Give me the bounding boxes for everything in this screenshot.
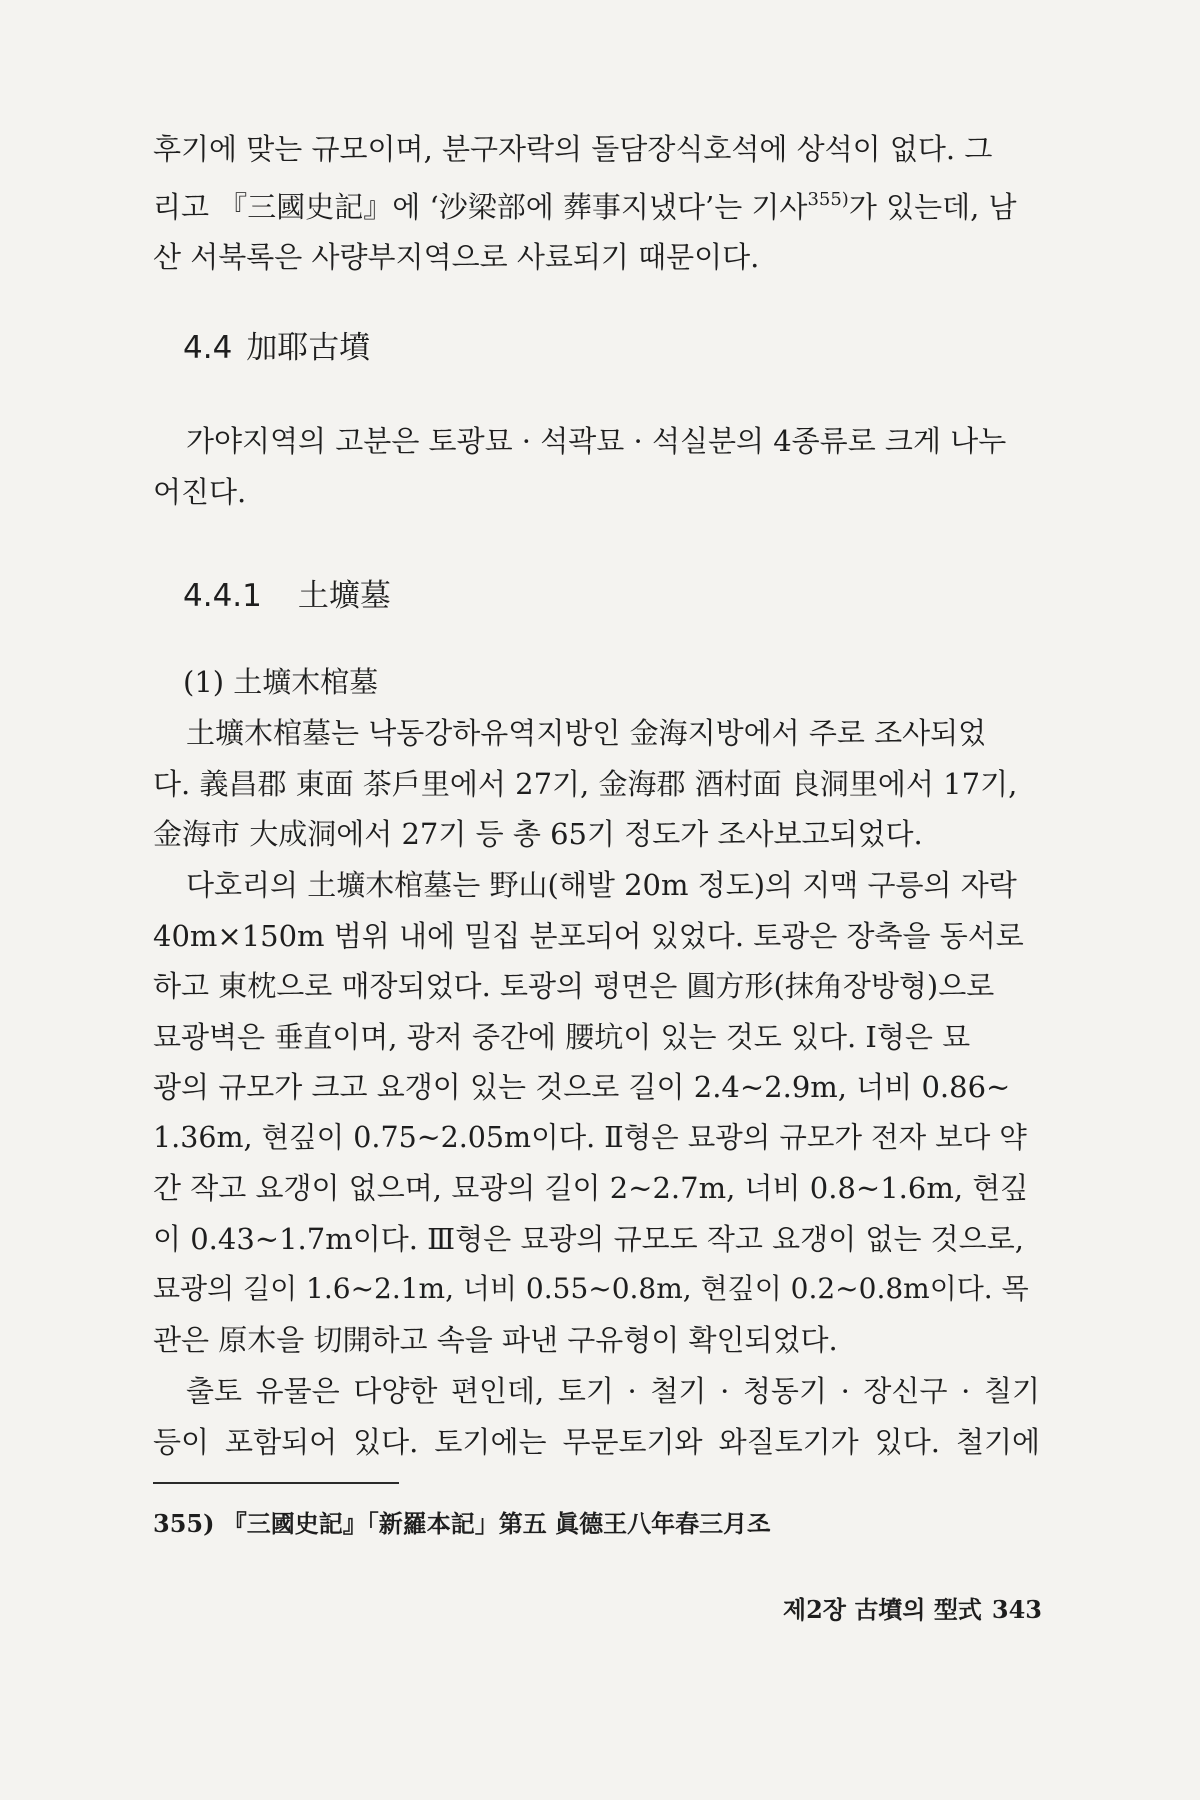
text-line: 산 서북록은 사량부지역으로 사료되기 때문이다. xyxy=(153,240,760,274)
text-line xyxy=(153,175,1040,233)
text-line: 출토 유물은 다양한 편인데, 토기 · 철기 · 청동기 · 장신구 · 칠기 xyxy=(186,1374,1040,1408)
paragraph-2 xyxy=(153,860,1040,1365)
section-number: 4.4 xyxy=(183,330,233,366)
text-line: 가야지역의 고분은 토광묘 · 석곽묘 · 석실분의 4종류로 크게 나누 xyxy=(186,424,1007,458)
footnote-ref: 355) xyxy=(807,188,849,210)
page-footer xyxy=(783,1590,1042,1625)
text-line: 관은 原木을 切開하고 속을 파낸 구유형이 확인되었다. xyxy=(153,1322,838,1357)
text-line: 1.36m, 현깊이 0.75~2.05m이다. Ⅱ형은 묘광의 규모가 전자 보다 약 xyxy=(153,1120,1027,1154)
text-line: 金海市 大成洞에서 27기 등 총 65기 정도가 조사보고되었다. xyxy=(153,817,923,851)
text-line: 묘광의 길이 1.6~2.1m, 너비 0.55~0.8m, 현깊이 0.2~0.8m이다. 목 xyxy=(153,1272,1029,1305)
section-heading-4-4 xyxy=(183,322,370,367)
chapter-title: 제2장 古墳의 型式 xyxy=(782,1595,982,1624)
text-line: 하고 東枕으로 매장되었다. 토광의 평면은 圓方形(抹角장방형)으로 xyxy=(153,969,995,1003)
text-line: 후기에 맞는 규모이며, 분구자락의 돌담장식호석에 상석이 없다. 그 xyxy=(153,132,993,166)
section-4-4-paragraph xyxy=(153,416,1040,517)
text-line: 다. 義昌郡 東面 茶戶里에서 27기, 金海郡 酒村面 良洞里에서 17기, xyxy=(153,766,1018,801)
text-line: 광의 규모가 크고 요갱이 있는 것으로 길이 2.4~2.9m, 너비 0.86~ xyxy=(153,1070,1011,1104)
subsection-heading: (1) 土壙木棺墓 xyxy=(183,665,379,699)
page-number: 343 xyxy=(991,1595,1042,1624)
paragraph-1 xyxy=(153,708,1040,860)
section-heading-4-4-1 xyxy=(183,570,391,615)
text-line: 다호리의 土壙木棺墓는 野山(해발 20m 정도)의 지맥 구릉의 자락 xyxy=(186,868,1017,902)
footnote-355: 355) 『三國史記』「新羅本記」第五 眞德王八年春三月조 xyxy=(153,1509,771,1538)
text-line: 묘광벽은 垂直이며, 광저 중간에 腰坑이 있는 것도 있다. Ⅰ형은 묘 xyxy=(153,1019,971,1054)
footnote-divider xyxy=(153,1482,399,1484)
text-line: 간 작고 요갱이 없으며, 묘광의 길이 2~2.7m, 너비 0.8~1.6m, 현깊 xyxy=(153,1171,1029,1205)
text-line: 이 0.43~1.7m이다. Ⅲ형은 묘광의 규모도 작고 요갱이 없는 것으로, xyxy=(153,1221,1024,1256)
paragraph-3 xyxy=(153,1366,1040,1467)
text-line: 土壙木棺墓는 낙동강하유역지방인 金海지방에서 주로 조사되었 xyxy=(186,716,987,750)
section-title: 土壙墓 xyxy=(297,578,391,614)
section-number: 4.4.1 xyxy=(183,578,262,614)
text-line: 등이 포함되어 있다. 토기에는 무문토기와 와질토기가 있다. 철기에 xyxy=(153,1424,1040,1459)
text-line: 40m×150m 범위 내에 밀집 분포되어 있었다. 토광은 장축을 동서로 xyxy=(153,918,1024,953)
section-title: 加耶古墳 xyxy=(246,330,371,366)
text-line-part: 리고 『三國史記』에 ‘沙梁部에 葬事지냈다’는 기사 xyxy=(153,189,808,224)
intro-paragraph xyxy=(153,124,1040,283)
text-line-part: 가 있는데, 남 xyxy=(848,189,1017,224)
text-line: 어진다. xyxy=(153,474,247,509)
